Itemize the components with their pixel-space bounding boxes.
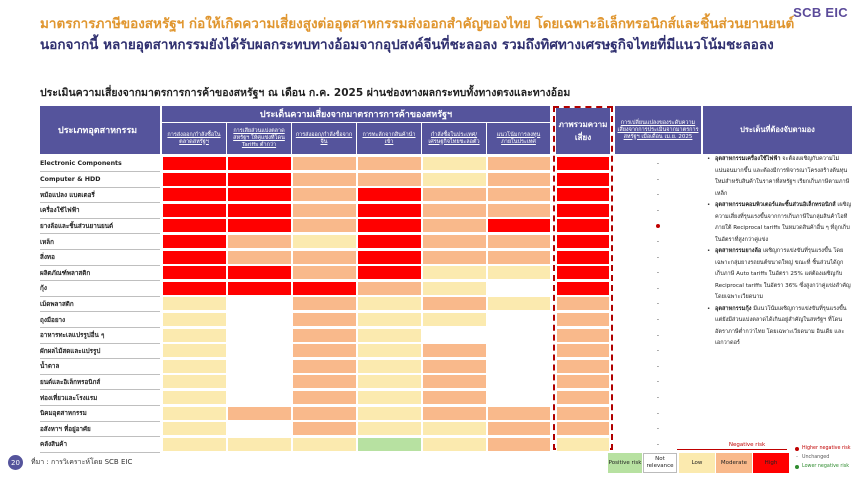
risk-cell <box>292 203 357 218</box>
risk-cell <box>487 437 551 452</box>
note-item: • อุตสาหกรรมกุ้ง มีแนวโน้มเผชิญการแข่งขันที่รุนแรงขึ้นแต่ยังมีส่วนแบ่งตลาดได้เกินอยู่สำคัญในสหรัฐฯ ที่โดนอัตราภาษีต่ำกว่าไทย โดยเฉพาะเวียดนาม อินเดีย และเอกวาดอร์ <box>707 304 852 350</box>
risk-cell <box>162 343 227 358</box>
risk-cell <box>292 187 357 202</box>
risk-cell <box>357 203 422 218</box>
risk-cell <box>422 156 487 171</box>
risk-cell <box>162 296 227 311</box>
overall-risk-cell <box>556 374 610 389</box>
industry-label: เหล็ก <box>40 238 54 246</box>
risk-cell <box>357 156 422 171</box>
risk-cell <box>357 328 422 343</box>
legend-not-relevance: Not relevance <box>643 453 677 473</box>
watch-points-panel <box>707 154 852 350</box>
legend-low: Low <box>679 453 715 473</box>
risk-cell <box>227 281 292 296</box>
industry-label: น้ำตาล <box>40 363 60 371</box>
risk-cell <box>227 187 292 202</box>
subheader-china-exports: การส่งออก/กำลังซื้อจากจีน <box>292 123 356 154</box>
risk-change-indicator: - <box>656 206 660 214</box>
risk-cell <box>162 437 227 452</box>
risk-cell <box>357 218 422 233</box>
industry-label: ยางล้อและชิ้นส่วนยานยนต์ <box>40 222 114 230</box>
industry-label: คลังสินค้า <box>40 441 68 449</box>
risk-cell <box>357 250 422 265</box>
industry-label: Electronic Components <box>40 160 122 167</box>
risk-cell <box>487 172 551 187</box>
legend-high: High <box>753 453 789 473</box>
risk-cell <box>292 421 357 436</box>
risk-cell <box>292 406 357 421</box>
overall-risk-cell <box>556 390 610 405</box>
risk-cell <box>162 374 227 389</box>
risk-cell <box>227 265 292 280</box>
risk-cell <box>227 218 292 233</box>
risk-cell <box>162 156 227 171</box>
risk-cell <box>487 281 551 296</box>
overall-risk-cell <box>556 218 610 233</box>
watch-points-header: ประเด็นที่ต้องจับตามอง <box>703 106 852 154</box>
industry-label: Computer & HDD <box>40 175 101 183</box>
risk-change-indicator <box>656 224 660 228</box>
overall-risk-cell <box>556 250 610 265</box>
risk-change-indicator: - <box>656 238 660 245</box>
risk-cell <box>227 359 292 374</box>
risk-cell <box>422 312 487 327</box>
risk-cell <box>487 218 551 233</box>
risk-cell <box>357 172 422 187</box>
page-number: 20 <box>8 455 23 470</box>
risk-cell <box>357 374 422 389</box>
risk-cell <box>357 187 422 202</box>
risk-cell <box>422 187 487 202</box>
overall-risk-cell <box>556 343 610 358</box>
risk-cell <box>227 203 292 218</box>
industry-label: นิคมอุตสาหกรรม <box>40 410 87 418</box>
overall-risk-cell <box>556 234 610 249</box>
risk-change-indicator: - <box>656 300 660 308</box>
risk-change-indicator: - <box>656 269 660 277</box>
risk-cell <box>292 218 357 233</box>
risk-cell <box>357 312 422 327</box>
risk-change-indicator: - <box>656 191 660 199</box>
risk-cell <box>357 390 422 405</box>
overall-risk-cell <box>556 172 610 187</box>
risk-cell <box>292 390 357 405</box>
risk-cell <box>162 250 227 265</box>
risk-cell <box>162 265 227 280</box>
risk-cell <box>422 374 487 389</box>
risk-cell <box>487 312 551 327</box>
footer <box>8 455 132 470</box>
table-subtitle: ประเมินความเสี่ยงจากมาตรการการค้าของสหรัฐฯ ณ เดือน ก.ค. 2025 ผ่านช่องทางผลกระทบทั้งทางตรงและทางอ้อม <box>40 87 571 99</box>
risk-cell <box>422 343 487 358</box>
risk-cell <box>162 203 227 218</box>
risk-change-indicator: - <box>656 175 660 183</box>
key-unchanged: - Unchanged <box>796 455 830 460</box>
industry-label: เม็ดพลาสติก <box>40 300 74 308</box>
legend-moderate: Moderate <box>716 453 752 473</box>
risk-change-indicator: - <box>656 347 660 355</box>
risk-cell <box>422 296 487 311</box>
red-dot-icon <box>795 447 799 451</box>
risk-cell <box>292 328 357 343</box>
risk-cell <box>357 296 422 311</box>
risk-cell <box>357 437 422 452</box>
headline-accent: มาตรการภาษีของสหรัฐฯ ก่อให้เกิดความเสี่ยงสูงต่ออุตสาหกรรมส่งออกสำคัญของไทย โดยเฉพาะอิเล็กทรอนิกส์และชิ้นส่วนยานยนต์ <box>40 16 795 32</box>
risk-cell <box>292 250 357 265</box>
green-dot-icon <box>795 465 799 469</box>
risk-cell <box>162 172 227 187</box>
risk-cell <box>292 343 357 358</box>
overall-risk-cell <box>556 265 610 280</box>
overall-risk-header: ภาพรวมความเสี่ยง <box>556 108 610 154</box>
industry-label: สิ่งทอ <box>40 254 55 262</box>
risk-cell <box>487 390 551 405</box>
risk-cell <box>422 250 487 265</box>
risk-cell <box>357 265 422 280</box>
risk-cell <box>487 203 551 218</box>
risk-cell <box>292 281 357 296</box>
risk-cell <box>357 234 422 249</box>
risk-cell <box>487 359 551 374</box>
risk-cell <box>162 390 227 405</box>
risk-cell <box>422 203 487 218</box>
subheader-us-exports: การส่งออก/กำลังซื้อในตลาดสหรัฐฯ <box>162 123 226 154</box>
risk-change-indicator: - <box>656 316 660 323</box>
overall-risk-cell <box>556 296 610 311</box>
headline-rest: นอกจากนี้ หลายอุตสาหกรรมยังได้รับผลกระทบทางอ้อมจากอุปสงค์จีนที่ชะลอลง รวมถึงทิศทางเศรษฐกิจไทยที่มีแนวโน้มชะลอลง <box>40 37 774 53</box>
key-lower-risk: Lower negative risk <box>795 464 849 469</box>
risk-cell <box>422 437 487 452</box>
legend-negative-line <box>677 449 787 450</box>
risk-cell <box>227 437 292 452</box>
risk-cell <box>357 421 422 436</box>
overall-risk-cell <box>556 203 610 218</box>
subheader-investment: แนวโน้มการลงทุนภายในประเทศ <box>487 123 550 154</box>
risk-cell <box>487 250 551 265</box>
risk-change-indicator: - <box>656 394 660 401</box>
risk-cell <box>162 359 227 374</box>
industry-label: กุ้ง <box>40 285 47 293</box>
risk-cell <box>422 406 487 421</box>
note-item: • อุตสาหกรรมยางล้อ เผชิญการแข่งขันที่รุนแรงขึ้น โดยเฉพาะกลุ่มยางรถยนต์ขนาดใหญ่ ขณะที่ ชิ้นส่วนได้ถูกเก็บภาษี Auto tariffs ในอัตรา 25% แต่ต้องเผชิญกับ Reciprocal tariffs ในอัตรา 36% ซึ่งสูงกว่าคู่แข่งสำคัญ โดยเฉพาะเวียดนาม <box>707 246 852 304</box>
risk-cell <box>162 421 227 436</box>
risk-cell <box>227 406 292 421</box>
subheader-domestic-demand: กำลังซื้อในประเทศ/เศรษฐกิจไทยชะลอตัว <box>422 123 486 154</box>
risk-change-header: การเปลี่ยนแปลงของระดับความเสี่ยงจากการประเมินจากมาตรการสหรัฐฯ เมื่อเดือน เม.ย. 2025 <box>615 106 701 154</box>
risk-cell <box>357 359 422 374</box>
legend-positive: Positive risk <box>608 453 642 473</box>
risk-cell <box>162 406 227 421</box>
risk-cell <box>227 296 292 311</box>
risk-cell <box>487 156 551 171</box>
key-higher-risk: Higher negative risk <box>795 446 851 451</box>
risk-cell <box>227 172 292 187</box>
industry-label: ท่องเที่ยวและโรงแรม <box>40 394 98 402</box>
subheader-market-share: การเสียส่วนแบ่งตลาดสหรัฐฯ ให้คู่แข่งที่โดน Tariffs ต่ำกว่า <box>227 123 291 154</box>
industry-label: ถุงมือยาง <box>40 316 66 324</box>
risk-cell <box>357 281 422 296</box>
risk-cell <box>292 359 357 374</box>
risk-group-header: ประเด็นความเสี่ยงจากมาตรการการค้าของสหรัฐฯ <box>162 106 550 122</box>
risk-cell <box>487 374 551 389</box>
industry-label: หม้อแปลง แบตเตอรี่ <box>40 191 95 199</box>
risk-cell <box>487 343 551 358</box>
subheader-import-flood: การทะลักจากสินค้านำเข้า <box>357 123 421 154</box>
risk-cell <box>487 328 551 343</box>
overall-risk-cell <box>556 359 610 374</box>
risk-cell <box>487 187 551 202</box>
industry-label: อสังหาฯ ที่อยู่อาศัย <box>40 425 91 433</box>
risk-change-indicator: - <box>656 331 660 339</box>
risk-cell <box>227 328 292 343</box>
risk-cell <box>487 406 551 421</box>
risk-cell <box>162 312 227 327</box>
risk-cell <box>487 265 551 280</box>
overall-risk-cell <box>556 187 610 202</box>
overall-risk-cell <box>556 328 610 343</box>
row-divider <box>40 452 160 453</box>
risk-cell <box>227 390 292 405</box>
dash-icon: - <box>796 455 798 460</box>
risk-cell <box>422 390 487 405</box>
risk-cell <box>227 312 292 327</box>
risk-cell <box>292 437 357 452</box>
risk-cell <box>162 187 227 202</box>
risk-cell <box>487 234 551 249</box>
risk-cell <box>227 421 292 436</box>
overall-risk-cell <box>556 281 610 296</box>
industry-label: ผลิตภัณฑ์พลาสติก <box>40 269 91 277</box>
risk-cell <box>292 265 357 280</box>
industry-label: ผักผลไม้สดและแปรรูป <box>40 347 101 355</box>
overall-risk-cell <box>556 156 610 171</box>
risk-cell <box>422 218 487 233</box>
industry-label: ยนต์และอิเล็กทรอนิกส์ <box>40 378 101 386</box>
risk-cell <box>422 234 487 249</box>
risk-change-indicator: - <box>656 160 660 167</box>
risk-cell <box>487 421 551 436</box>
risk-cell <box>227 250 292 265</box>
overall-risk-cell <box>556 312 610 327</box>
risk-cell <box>422 172 487 187</box>
risk-cell <box>227 374 292 389</box>
risk-cell <box>162 218 227 233</box>
risk-cell <box>422 328 487 343</box>
risk-cell <box>227 343 292 358</box>
industry-header: ประเภทอุตสาหกรรม <box>40 106 160 154</box>
risk-cell <box>422 281 487 296</box>
overall-risk-cell <box>556 437 610 452</box>
risk-cell <box>227 234 292 249</box>
risk-cell <box>357 343 422 358</box>
risk-cell <box>292 234 357 249</box>
brand-logo: SCB EIC <box>793 5 848 20</box>
risk-cell <box>292 172 357 187</box>
risk-cell <box>162 234 227 249</box>
overall-risk-cell <box>556 406 610 421</box>
risk-change-indicator: - <box>656 284 660 292</box>
risk-cell <box>422 421 487 436</box>
overall-risk-cell <box>556 421 610 436</box>
risk-change-indicator: - <box>656 253 660 261</box>
risk-cell <box>162 281 227 296</box>
risk-change-indicator: - <box>656 440 660 448</box>
risk-cell <box>162 328 227 343</box>
risk-cell <box>292 296 357 311</box>
industry-label: เครื่องใช้ไฟฟ้า <box>40 207 80 215</box>
source-note: ที่มา : การวิเคราะห์โดย SCB EIC <box>31 458 133 466</box>
risk-change-indicator: - <box>656 425 660 433</box>
note-item: • อุตสาหกรรมเครื่องใช้ไฟฟ้า จะต้องเผชิญกับความไม่แน่นอนมากขึ้น และต้องมีการพิจารณาโครงสร้างต้นทุนใหม่สำหรับสินค้าในราคาที่สหรัฐฯ เรียกเก็บภาษีตามภาษีเหล็ก <box>707 154 852 200</box>
risk-cell <box>292 156 357 171</box>
risk-cell <box>422 359 487 374</box>
risk-change-indicator: - <box>656 378 660 386</box>
risk-cell <box>487 296 551 311</box>
risk-cell <box>292 312 357 327</box>
risk-change-indicator: - <box>656 409 660 417</box>
page-headline <box>40 14 840 56</box>
note-item: • อุตสาหกรรมคอมพิวเตอร์และชิ้นส่วนอิเล็กทรอนิกส์ เผชิญความเสี่ยงที่รุนแรงขึ้นจากการเก็บภาษีในกลุ่มสินค้าไอทีภายใต้ Reciprocal tariffs ในหมวดสินค้าอื่น ๆ ที่ถูกเก็บในอัตราที่สูงกว่าคู่แข่ง <box>707 200 852 246</box>
risk-change-indicator: - <box>656 362 660 370</box>
industry-label: อาหารทะเลแปรรูปอื่น ๆ <box>40 332 105 340</box>
risk-cell <box>227 156 292 171</box>
risk-cell <box>357 406 422 421</box>
legend-negative-title: Negative risk <box>728 442 766 448</box>
risk-cell <box>422 265 487 280</box>
risk-cell <box>292 374 357 389</box>
